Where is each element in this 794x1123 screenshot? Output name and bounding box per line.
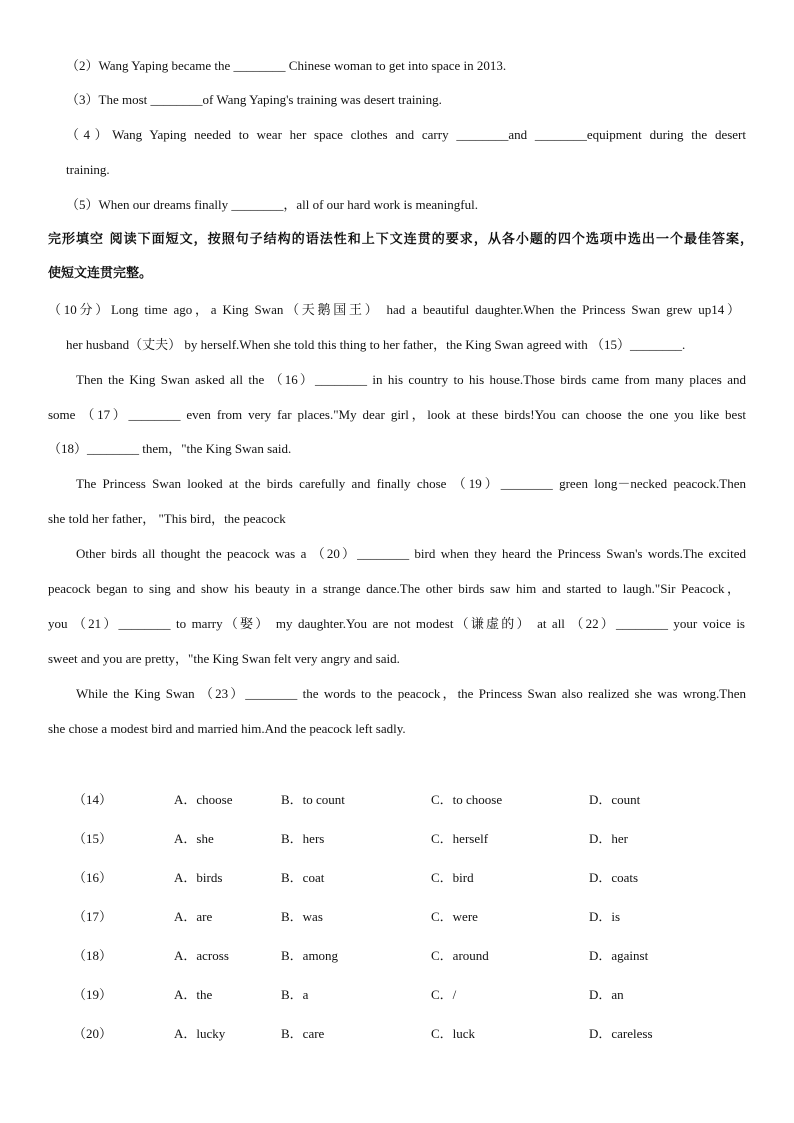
question-4-continuation: training. xyxy=(66,162,110,177)
option-b: B．coat xyxy=(281,870,325,885)
question-number: （19） xyxy=(73,987,113,1002)
question-4: （4）Wang Yaping needed to wear her space clothes and carry ________and ________equipment during the desert xyxy=(66,127,746,142)
option-row xyxy=(0,985,794,1005)
question-number: （14） xyxy=(73,792,113,807)
passage-line: While the King Swan （23）________ the words to the peacock，the Princess Swan also realized she was wrong.Then xyxy=(76,686,746,701)
option-d: D．her xyxy=(589,831,628,846)
option-a: A．she xyxy=(174,831,214,846)
option-row xyxy=(0,868,794,888)
option-row xyxy=(0,946,794,966)
option-c: C．to choose xyxy=(431,792,503,807)
passage-line: The Princess Swan looked at the birds carefully and finally chose （19）________ green long－necked peacock.Then xyxy=(76,476,746,491)
option-d: D．count xyxy=(589,792,641,807)
option-row xyxy=(0,1024,794,1044)
option-b: B．hers xyxy=(281,831,325,846)
option-c: C．herself xyxy=(431,831,489,846)
question-number: （17） xyxy=(73,909,113,924)
option-row xyxy=(0,829,794,849)
option-b: B．care xyxy=(281,1026,325,1041)
question-2: （2）Wang Yaping became the ________ Chinese woman to get into space in 2013. xyxy=(66,58,507,73)
option-a: A．birds xyxy=(174,870,223,885)
option-c: C．bird xyxy=(431,870,474,885)
passage-line: she chose a modest bird and married him.And the peacock left sadly. xyxy=(48,721,406,736)
option-c: C．were xyxy=(431,909,478,924)
option-row xyxy=(0,907,794,927)
section-heading-line-2: 使短文连贯完整。 xyxy=(48,266,153,281)
passage-line: her husband（丈夫） by herself.When she told this thing to her father，the King Swan agreed with （15）________. xyxy=(66,337,686,352)
passage-line: she told her father， "This bird，the peacock xyxy=(48,511,286,526)
option-c: C．around xyxy=(431,948,489,963)
passage-line: （18）________ them，"the King Swan said. xyxy=(48,441,292,456)
option-b: B．a xyxy=(281,987,309,1002)
passage-line: Other birds all thought the peacock was a （20）________ bird when they heard the Princess Swan's words.The excited xyxy=(76,546,746,561)
question-number: （16） xyxy=(73,870,113,885)
option-a: A．the xyxy=(174,987,213,1002)
passage-line: some （17）________ even from very far places."My dear girl，look at these birds!You can choose the one you like best xyxy=(48,407,746,422)
passage-line: you （21）________ to marry（娶） my daughter.You are not modest（谦虚的） at all （22）________ your voice is xyxy=(48,616,745,631)
question-3: （3）The most ________of Wang Yaping's training was desert training. xyxy=(66,92,442,107)
passage-line: peacock began to sing and show his beauty in a strange dance.The other birds saw him and started to laugh."Sir Peacock， xyxy=(48,581,740,596)
option-b: B．was xyxy=(281,909,323,924)
passage-line: sweet and you are pretty，"the King Swan felt very angry and said. xyxy=(48,651,400,666)
option-d: D．is xyxy=(589,909,621,924)
option-a: A．choose xyxy=(174,792,233,807)
option-d: D．coats xyxy=(589,870,639,885)
option-c: C．/ xyxy=(431,987,457,1002)
question-5: （5）When our dreams finally ________，all of our hard work is meaningful. xyxy=(66,197,478,212)
option-b: B．to count xyxy=(281,792,345,807)
option-a: A．lucky xyxy=(174,1026,226,1041)
question-number: （18） xyxy=(73,948,113,963)
option-row xyxy=(0,790,794,810)
passage-line: （10分）Long time ago，a King Swan（天鹅国王） had a beautiful daughter.When the Princess Swan grew up14） xyxy=(48,302,740,317)
question-number: （20） xyxy=(73,1026,113,1041)
option-c: C．luck xyxy=(431,1026,476,1041)
passage-line: Then the King Swan asked all the （16）________ in his country to his house.Those birds came from many places and xyxy=(76,372,746,387)
option-d: D．against xyxy=(589,948,649,963)
option-d: D．an xyxy=(589,987,624,1002)
option-a: A．are xyxy=(174,909,213,924)
section-heading-line-1: 完形填空 阅读下面短文，按照句子结构的语法性和上下文连贯的要求，从各小题的四个选项中选出一个最佳答案， xyxy=(48,232,753,247)
option-a: A．across xyxy=(174,948,229,963)
option-b: B．among xyxy=(281,948,339,963)
option-d: D．careless xyxy=(589,1026,653,1041)
question-number: （15） xyxy=(73,831,113,846)
